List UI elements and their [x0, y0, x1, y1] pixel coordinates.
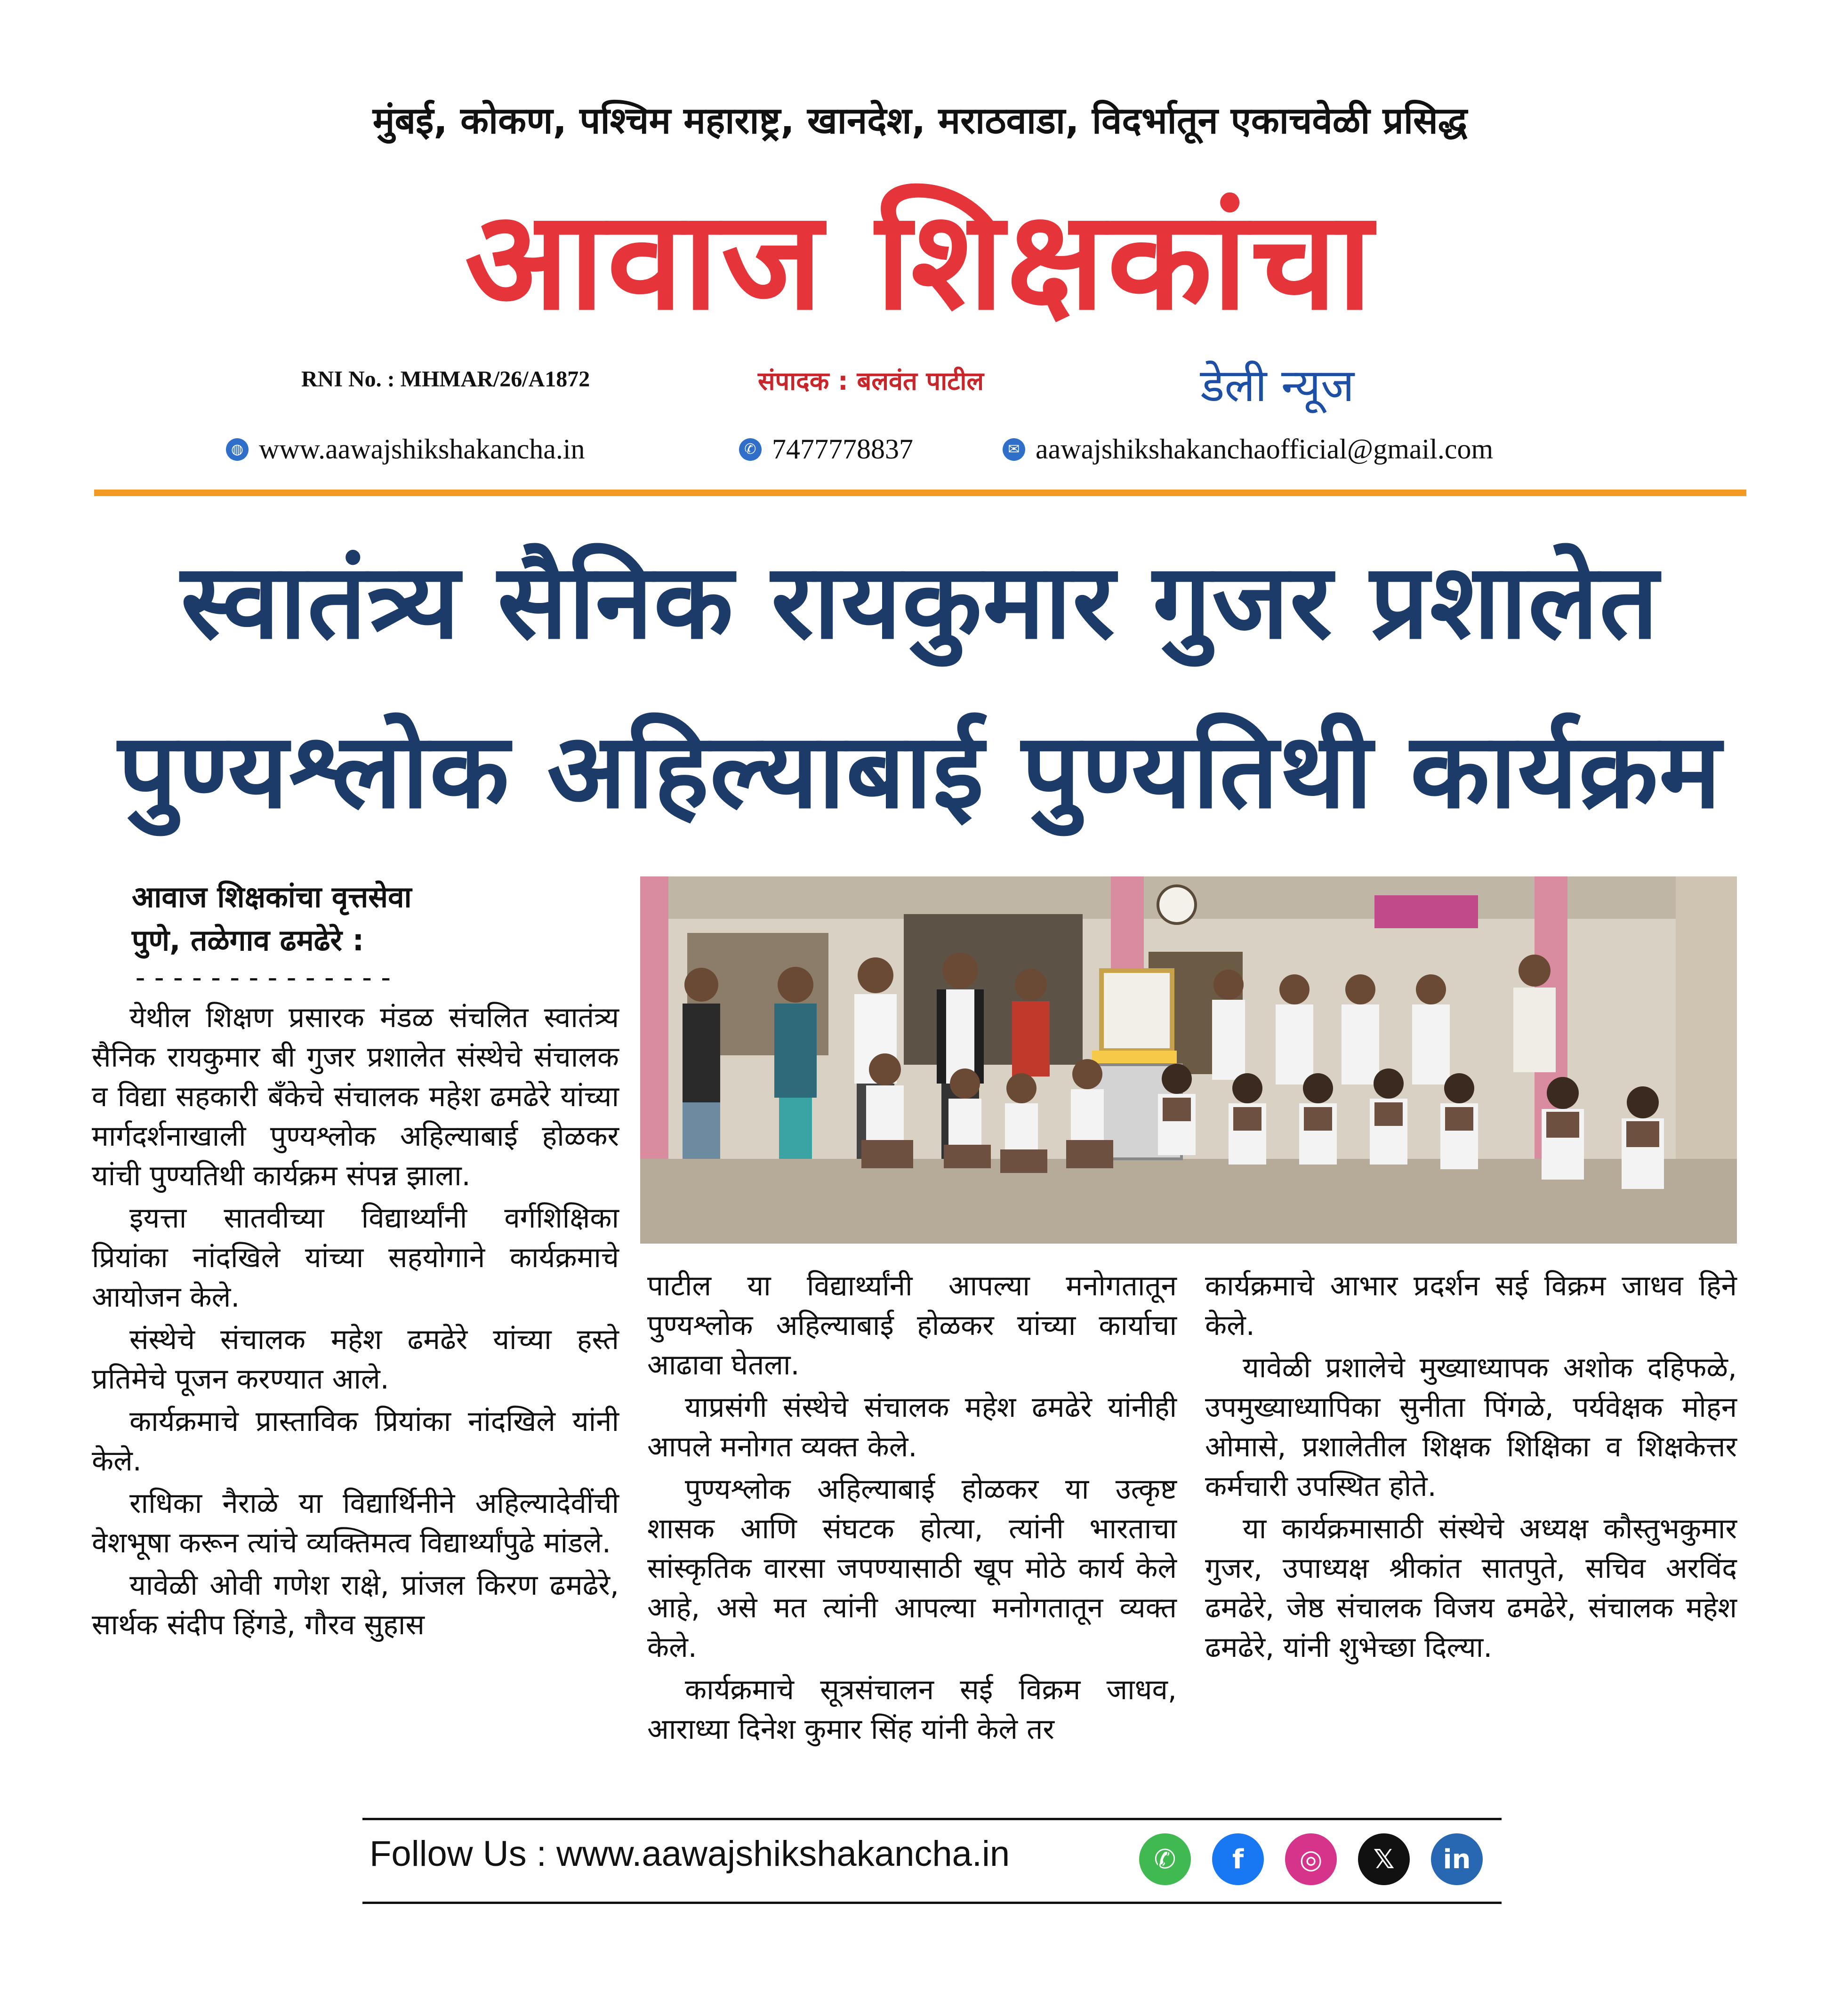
paragraph: या कार्यक्रमासाठी संस्थेचे अध्यक्ष कौस्तुभकुमार गुजर, उपाध्यक्ष श्रीकांत सातपुते, सचिव अरविंद ढमढेरे, जेष्ठ संचालक विजय ढमढेरे, संचालक महेश ढमढेरे, यांनी शुभेच्छा दिल्या. [1205, 1512, 1737, 1664]
edition-label: डेली न्यूज [1200, 359, 1355, 412]
paragraph: इयत्ता सातवीच्या विद्यार्थ्यांनी वर्गशिक्षिका प्रियांका नांदखिले यांच्या सहयोगाने कार्यक्रमाचे आयोजन केले. [92, 1202, 619, 1314]
headline-line-2: पुण्यश्लोक अहिल्याबाई पुण्यतिथी कार्यक्रम [118, 711, 1722, 831]
website-contact[interactable] [226, 433, 585, 466]
linkedin-icon[interactable]: in [1431, 1833, 1483, 1885]
rni-number: RNI No. : MHMAR/26/A1872 [301, 367, 590, 392]
paragraph-continuation: कार्यक्रमाचे आभार प्रदर्शन सई विक्रम जाधव हिने केले. [1205, 1269, 1737, 1342]
paragraph: संस्थेचे संचालक महेश ढमढेरे यांच्या हस्ते प्रतिमेचे पूजन करण्यात आले. [92, 1323, 619, 1396]
phone-number[interactable]: 7477778837 [772, 434, 913, 465]
facebook-icon[interactable]: f [1212, 1833, 1264, 1885]
byline-agency: आवाज शिक्षकांचा वृत्तसेवा [132, 880, 412, 914]
byline-dateline: पुणे, तळेगाव ढमढेरे : [132, 923, 364, 957]
article-column-1 [92, 998, 619, 1647]
paragraph: यावेळी ओवी गणेश राक्षे, प्रांजल किरण ढमढेरे, सार्थक संदीप हिंगडे, गौरव सुहास [92, 1569, 619, 1641]
headline-line-1: स्वातंत्र्य सैनिक रायकुमार गुजर प्रशालेत [181, 541, 1659, 662]
paragraph: कार्यक्रमाचे प्रास्ताविक प्रियांका नांदखिले यांनी केले. [92, 1405, 619, 1478]
paragraph: यावेळी प्रशालेचे मुख्याध्यापक अशोक दहिफळे, उपमुख्याध्यापिका सुनीता पिंगळे, पर्यवेक्षक मोहन ओमासे, प्रशालेतील शिक्षक शिक्षिका व शिक्षकेत्तर कर्मचारी उपस्थित होते. [1205, 1351, 1737, 1503]
footer-bottom-rule [362, 1902, 1502, 1904]
byline-separator: -------------- [132, 961, 396, 994]
paragraph: पुण्यश्लोक अहिल्याबाई होळकर या उत्कृष्ट शासक आणि संघटक होत्या, त्यांनी भारताचा सांस्कृतिक वारसा जपण्यासाठी खूप मोठे कार्य केले आहे, असे मत त्यांनी आपल्या मनोगतातून व्यक्त केले. [647, 1473, 1177, 1664]
email-address[interactable]: aawajshikshakanchaofficial@gmail.com [1036, 434, 1494, 465]
editor-name: संपादक : बलवंत पाटील [758, 366, 984, 396]
masthead-tagline: मुंबई, कोकण, पश्चिम महाराष्ट्र, खानदेश, मराठवाडा, विदर्भातून एकाचवेळी प्रसिद्ध [372, 100, 1468, 142]
group-photo-illustration [640, 876, 1737, 1244]
globe-icon: ◍ [226, 438, 249, 461]
event-photo [640, 876, 1737, 1244]
email-icon: ✉ [1003, 438, 1025, 461]
byline [132, 875, 412, 962]
paragraph: राधिका नैराळे या विद्यार्थिनीने अहिल्यादेवींची वेशभूषा करून त्यांचे व्यक्तिमत्व विद्यार्थ्यांपुढे मांडले. [92, 1487, 619, 1559]
article-column-2 [647, 1266, 1177, 1752]
paragraph-continuation: पाटील या विद्यार्थ्यांनी आपल्या मनोगतातून पुण्यश्लोक अहिल्याबाई होळकर यांच्या कार्याचा आढावा घेतला. [647, 1269, 1177, 1381]
whatsapp-icon[interactable]: ✆ [1139, 1833, 1191, 1885]
x-icon[interactable]: 𝕏 [1358, 1833, 1410, 1885]
paragraph: कार्यक्रमाचे सूत्रसंचालन सई विक्रम जाधव, आराध्या दिनेश कुमार सिंह यांनी केले तर [647, 1673, 1177, 1746]
masthead-divider [94, 490, 1746, 496]
phone-contact[interactable] [739, 433, 913, 466]
instagram-icon[interactable]: ◎ [1285, 1833, 1337, 1885]
newspaper-title: आवाज शिक्षकांचा [465, 182, 1375, 340]
footer-top-rule [362, 1818, 1502, 1820]
paragraph: येथील शिक्षण प्रसारक मंडळ संचलित स्वातंत्र्य सैनिक रायकुमार बी गुजर प्रशालेत संस्थेचे संचालक व विद्या सहकारी बँकेचे संचालक महेश ढमढेरे यांच्या मार्गदर्शनाखाली पुण्यश्लोक अहिल्याबाई होळकर यांची पुण्यतिथी कार्यक्रम संपन्न झाला. [92, 1001, 619, 1192]
paragraph: याप्रसंगी संस्थेचे संचालक महेश ढमढेरे यांनीही आपले मनोगत व्यक्त केले. [647, 1391, 1177, 1463]
website-link[interactable]: www.aawajshikshakancha.in [259, 434, 585, 465]
email-contact[interactable] [1003, 433, 1493, 466]
article-column-3 [1205, 1266, 1737, 1670]
follow-us-text[interactable]: Follow Us : www.aawajshikshakancha.in [370, 1834, 1010, 1874]
phone-icon: ✆ [739, 438, 762, 461]
